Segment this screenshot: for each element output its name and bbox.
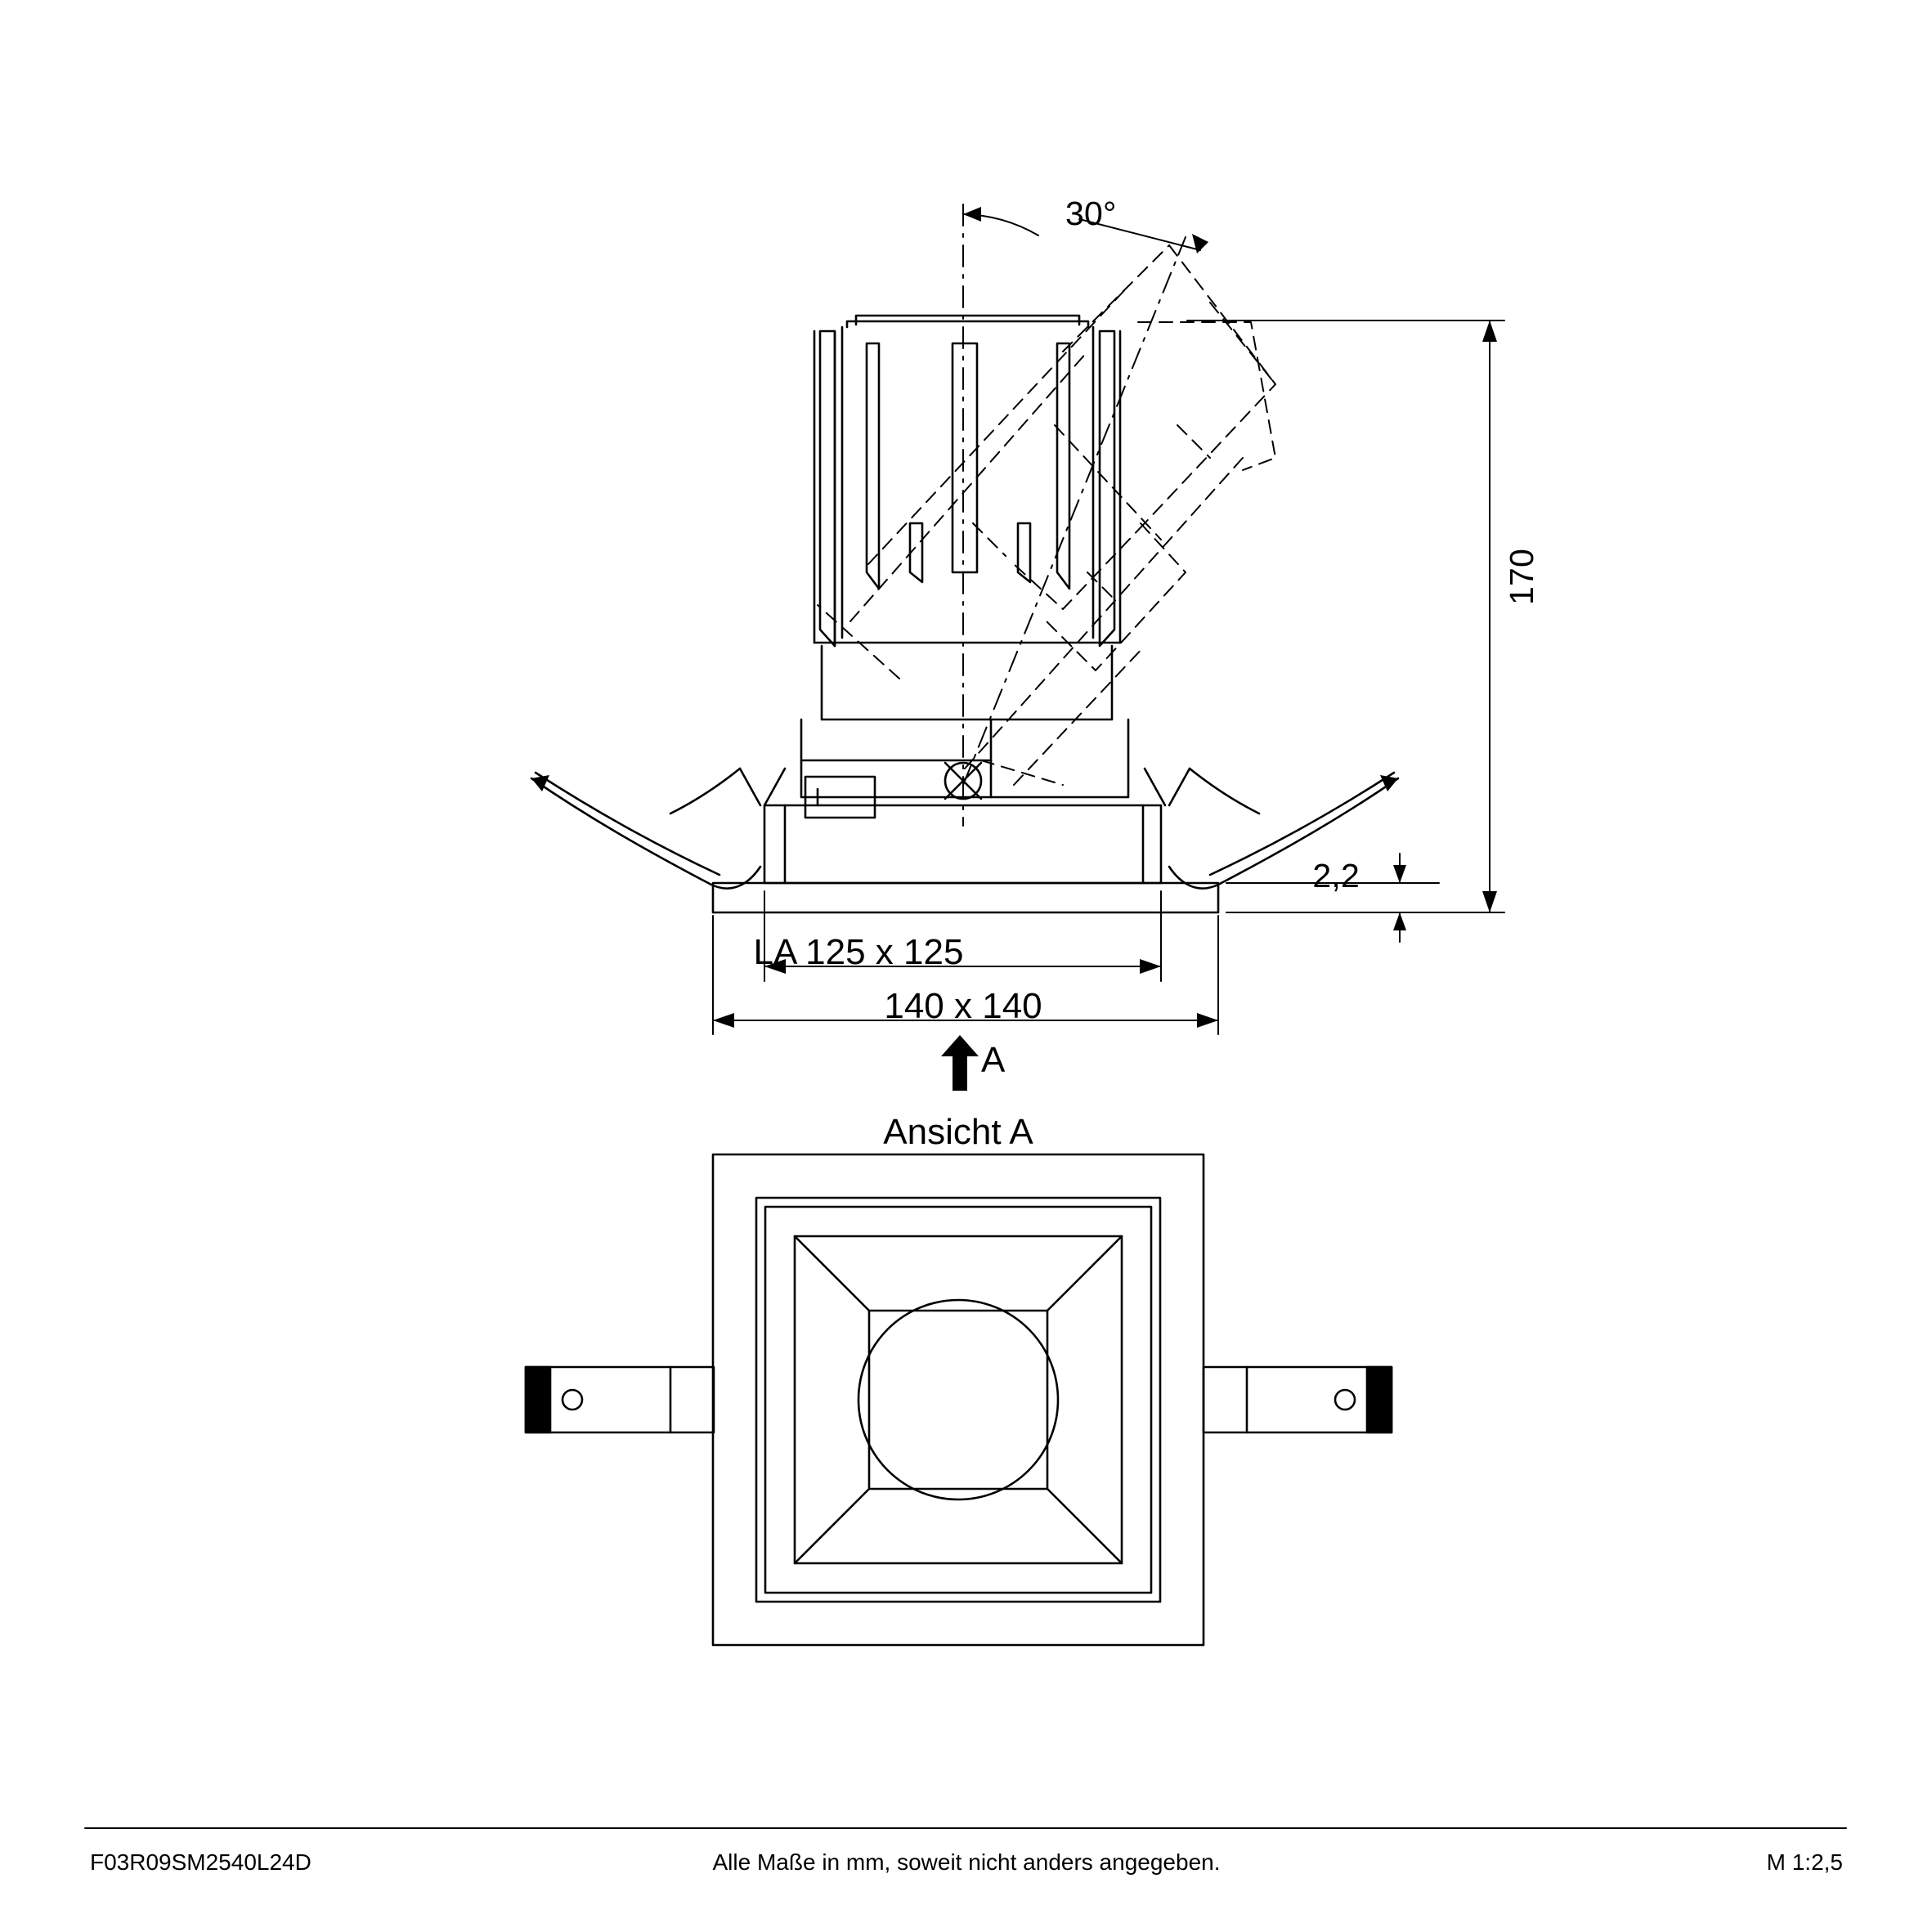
- dimension-height: 170: [1503, 548, 1540, 605]
- scale-label: M 1:2,5: [1766, 1849, 1843, 1875]
- dimension-outer: 140 x 140: [884, 986, 1042, 1026]
- dimension-flange-thickness: 2,2: [1312, 857, 1360, 894]
- view-arrow-label: A: [981, 1040, 1006, 1080]
- units-note: Alle Maße in mm, soweit nicht anders angegeben.: [712, 1849, 1221, 1875]
- front-view-title: Ansicht A: [883, 1112, 1033, 1152]
- dimension-cutout: LA 125 x 125: [753, 932, 964, 972]
- part-number: F03R09SM2540L24D: [90, 1849, 312, 1875]
- dimension-angle: 30°: [1065, 195, 1117, 232]
